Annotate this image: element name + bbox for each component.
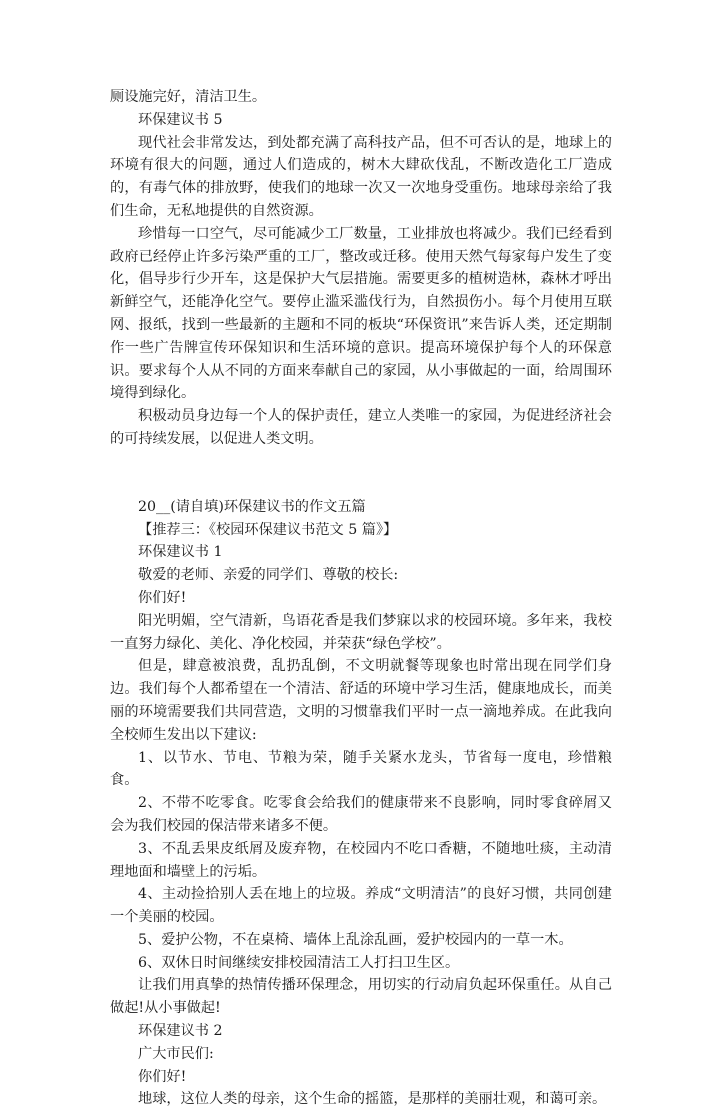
suggestion-item: 2、不带不吃零食。吃零食会给我们的健康带来不良影响，同时零食碎屑又会为我们校园的保洁带来诸多不便。 xyxy=(110,795,612,834)
letter-title-1: 环保建议书 1 xyxy=(138,544,223,561)
salutation: 广大市民们: xyxy=(138,1045,214,1062)
salutation: 敬爱的老师、亲爱的同学们、尊敬的校长: xyxy=(138,567,399,584)
document-page xyxy=(110,86,612,1111)
suggestion-item: 5、爱护公物，不在桌椅、墙体上乱涂乱画，爱护校园内的一草一木。 xyxy=(138,931,573,948)
paragraph: 现代社会非常发达，到处都充满了高科技产品，但不可否认的是，地球上的环境有很大的问题，通过人们造成的，树木大肆砍伐乱，不断改造化工厂造成的，有毒气体的排放野，使我们的地球一次又一次地身受重伤。地球母亲给了我们生命，无私地提供的自然资源。 xyxy=(110,134,612,219)
suggestion-item: 3、不乱丢果皮纸屑及废弃物，在校园内不吃口香糖，不随地吐痰，主动清理地面和墙壁上的污垢。 xyxy=(110,840,612,880)
paragraph: 让我们用真挚的热情传播环保理念，用切实的行动肩负起环保重任。从自己做起!从小事做起! xyxy=(110,977,612,1017)
article-heading: 20__(请自填)环保建议书的作文五篇 xyxy=(138,498,366,515)
paragraph: 积极动员身边每一个人的保护责任，建立人类唯一的家园，为促进经济社会的可持续发展，以促进人类文明。 xyxy=(110,408,612,447)
suggestion-item: 4、主动捡拾别人丢在地上的垃圾。养成“文明清洁”的良好习惯，共同创建一个美丽的校园。 xyxy=(110,886,612,926)
opening-line: 厕设施完好，清洁卫生。 xyxy=(110,89,267,105)
paragraph: 阳光明媚，空气清新，鸟语花香是我们梦寐以求的校园环境。多年来，我校一直努力绿化、美化、净化校园，并荣获“绿色学校”。 xyxy=(110,612,612,652)
section-spacer xyxy=(110,451,612,496)
paragraph: 珍惜每一口空气，尽可能减少工厂数量，工业排放也将减少。我们已经看到政府已经停止许多污染严重的工厂，整改或迁移。使用天然气每家每户发生了变化，倡导步行少开车，这是保护大气层措施。需要更多的植树造林，森林才呼出新鲜空气，还能净化空气。要停止滥采滥伐行为，自然损伤小。每个月使用互联网、报纸，找到一些最新的主题和不同的板块“环保资讯”来告诉人类，还定期制作一些广告牌宣传环保知识和生活环境的意识。提高环境保护每个人的环保意识。要求每个人从不同的方面来奉献自己的家园，从小事做起的一面，给周围环境得到绿化。 xyxy=(110,225,612,402)
paragraph: 地球，这位人类的母亲，这个生命的摇篮，是那样的美丽壮观，和蔼可亲。 xyxy=(138,1091,607,1108)
letter-title-2: 环保建议书 2 xyxy=(138,1023,223,1040)
recommendation-line: 【推荐三：《校园环保建议书范文 5 篇》】 xyxy=(138,521,398,538)
suggestion-item: 1、以节水、节电、节粮为荣，随手关紧水龙头，节省每一度电，珍惜粮食。 xyxy=(110,749,612,789)
letter-title-5: 环保建议书 5 xyxy=(138,111,223,128)
greeting: 你们好! xyxy=(138,589,187,606)
suggestion-item: 6、双休日时间继续安排校园清洁工人打扫卫生区。 xyxy=(138,954,460,971)
paragraph: 但是，肆意被浪费，乱扔乱倒，不文明就餐等现象也时常出现在同学们身边。我们每个人都希望在一个清洁、舒适的环境中学习生活，健康地成长，而美丽的环境需要我们共同营造，文明的习惯靠我们平时一点一滴地养成。在此我向全校师生发出以下建议: xyxy=(110,658,612,743)
greeting: 你们好! xyxy=(138,1068,187,1085)
